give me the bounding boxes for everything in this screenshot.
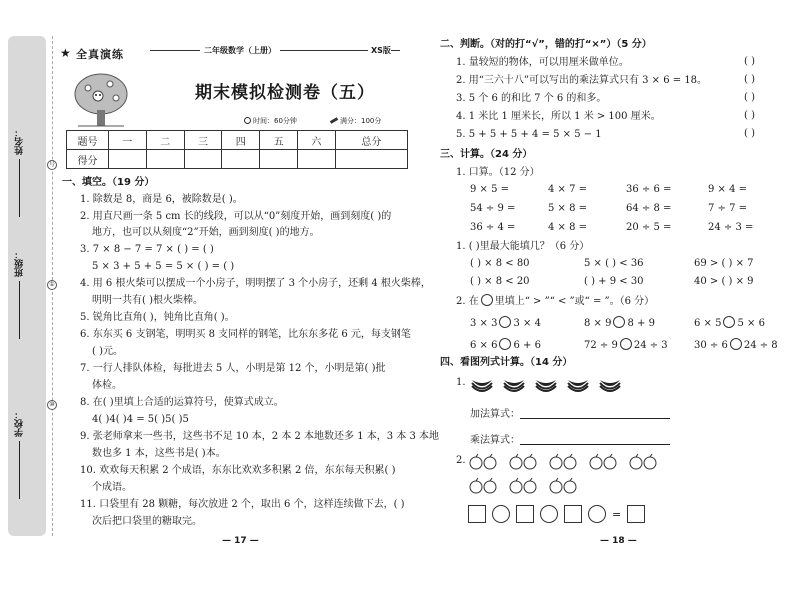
question-line: 8. 在( )里填上合适的运算符号，使算式成立。 [80, 397, 284, 408]
clock-icon [244, 117, 251, 124]
oral-item: 4 × 7 = [548, 184, 588, 195]
compare-right: 8 + 9 [627, 318, 655, 329]
answer-line[interactable] [520, 409, 670, 419]
star-icon: ★ [60, 46, 71, 60]
class-label: 班级： [14, 250, 25, 277]
oral-item: 9 × 5 = [470, 184, 510, 195]
score-cell[interactable] [109, 150, 147, 169]
oral-item: 54 ÷ 9 = [470, 203, 516, 214]
compare-right: 6 + 6 [513, 340, 541, 351]
judge-item: 3. 5 个 6 的和比 7 个 6 的和多。 [456, 93, 607, 104]
question-line: 3. 7 × 8 − 7 = 7 × ( ) = ( ) [80, 244, 214, 255]
tree-illustration-icon [72, 72, 130, 128]
score-cell[interactable] [222, 150, 260, 169]
compare-title-b: 里填上“ > ”“ < ”或“ = ”。（6 分） [494, 296, 655, 307]
compare-item [470, 316, 541, 329]
compare-right: 3 × 4 [513, 318, 541, 329]
bind-mark-1: 号 [48, 161, 55, 168]
question-line: ( )元。 [92, 346, 123, 357]
question-line: 5. 锐角比直角( )，钝角比直角( )。 [80, 312, 235, 323]
question-line: 数也多 1 本，这些书是( )本。 [92, 448, 226, 459]
banana-icon [566, 374, 590, 392]
apple-icon [468, 453, 498, 471]
question-line: 明明一共有( )根火柴棒。 [92, 295, 203, 306]
edition-label: XS版 [368, 45, 391, 56]
answer-paren[interactable]: ( ) [744, 74, 755, 85]
apple-icon [508, 453, 538, 471]
brand-text: 全真演练 [76, 48, 124, 61]
compare-right: 24 ÷ 3 [633, 340, 668, 351]
banana-row [470, 374, 622, 392]
judge-item: 5. 5 + 5 + 5 + 4 = 5 × 5 − 1 [456, 129, 602, 140]
add-formula-field[interactable] [470, 408, 670, 421]
table-cell: 得分 [67, 150, 109, 169]
circle-icon [481, 294, 493, 306]
score-info [330, 116, 381, 126]
compare-circle[interactable] [499, 338, 511, 350]
oral-item: 20 ÷ 5 = [626, 222, 672, 233]
section-3-title: 三、计算。（24 分） [440, 149, 533, 160]
oral-item: 36 ÷ 6 = [626, 184, 672, 195]
compare-title [456, 294, 654, 308]
compare-left: 30 ÷ 6 [694, 340, 728, 351]
compare-left: 3 × 3 [470, 318, 498, 329]
table-cell: 四 [222, 131, 260, 150]
oral-item: 64 ÷ 8 = [626, 203, 672, 214]
apple-icon [628, 453, 658, 471]
section-1-title: 一、填空。（19 分） [62, 177, 155, 188]
answer-paren[interactable]: ( ) [744, 56, 755, 67]
compare-circle[interactable] [730, 338, 742, 350]
question-line: 个成语。 [92, 482, 132, 493]
question-line: 地方，也可以从刻度“2”开始，画到刻度( )的地方。 [92, 227, 320, 238]
class-line [19, 281, 20, 339]
formula-boxes [468, 505, 645, 523]
question-line: 6. 东东买 6 支钢笔，明明买 8 支同样的钢笔，比东东多花 6 元，每支钢笔 [80, 329, 411, 340]
question-line: 4. 用 6 根火柴可以摆成一个小房子，明明摆了 3 个小房子，还剩 4 根火柴棒， [80, 278, 431, 289]
max-fill-item: 40 > ( ) × 9 [694, 276, 754, 287]
school-label: 学校： [14, 410, 25, 437]
compare-item [694, 338, 778, 351]
oral-item: 5 × 8 = [548, 203, 588, 214]
banana-icon [470, 374, 494, 392]
question-line: 7. 一行人排队体检，每批进去 5 人，小明是第 12 个，小明是第( )批 [80, 363, 386, 374]
answer-box[interactable] [564, 505, 582, 523]
equals-sign: = [612, 507, 622, 521]
question-line: 4( )4( )4 = 5( )5( )5 [92, 414, 189, 425]
max-fill-item: 69 > ( ) × 7 [694, 258, 754, 269]
apple-icon [508, 477, 538, 495]
compare-circle[interactable] [499, 316, 511, 328]
oral-item: 9 × 4 = [708, 184, 748, 195]
table-row [67, 131, 408, 150]
answer-box[interactable] [468, 505, 486, 523]
table-row [67, 150, 408, 169]
table-cell: 总分 [335, 131, 407, 150]
compare-right: 24 ÷ 8 [743, 340, 778, 351]
score-table [66, 130, 408, 169]
name-field[interactable] [10, 128, 28, 217]
question-line: 体检。 [92, 380, 122, 391]
pen-icon [330, 117, 338, 124]
question-line: 次后把口袋里的糖取完。 [92, 516, 202, 527]
oral-item: 4 × 8 = [548, 222, 588, 233]
judge-item: 2. 用“三六十八”可以写出的乘法算式只有 3 × 6 = 18。 [456, 75, 708, 86]
question-line: 9. 张老师拿来一些书，这些书不足 10 本，2 本 2 本地数还多 1 本，3 本 3 本地 [80, 431, 440, 442]
grade-label: 二年级数学（上册） [200, 45, 280, 56]
section-4-title: 四、看图列式计算。（14 分） [440, 357, 573, 368]
banana-icon [502, 374, 526, 392]
name-label: 姓名： [14, 128, 25, 155]
operator-circle[interactable] [492, 505, 510, 523]
compare-left: 72 ÷ 9 [584, 340, 618, 351]
banana-icon [534, 374, 558, 392]
question-line: 5 × 3 + 5 + 5 = 5 × ( ) = ( ) [92, 261, 235, 272]
section-2-title: 二、判断。（对的打“√”，错的打“×”）（5 分） [440, 39, 652, 50]
apple-grid [468, 453, 658, 495]
bind-mark-2: ① [47, 280, 57, 290]
apple-icon [548, 453, 578, 471]
score-cell[interactable] [297, 150, 335, 169]
time-text: 时间：60分钟 [253, 117, 297, 125]
banana-icon [598, 374, 622, 392]
mul-formula-label: 乘法算式： [470, 435, 520, 446]
compare-item [584, 316, 655, 329]
table-cell: 三 [184, 131, 222, 150]
question-line: 1. 除数是 8，商是 6，被除数是( )。 [80, 194, 243, 205]
answer-paren[interactable]: ( ) [744, 128, 755, 139]
max-fill-item: ( ) × 8 < 80 [470, 258, 530, 269]
judge-item: 4. 1 米比 1 厘米长，所以 1 米 > 100 厘米。 [456, 111, 661, 122]
page-number-left: — 17 — [222, 536, 259, 546]
question-line: 2. 用直尺画一条 5 cm 长的线段，可以从“0”刻度开始，画到刻度( )的 [80, 211, 392, 222]
compare-left: 8 × 9 [584, 318, 612, 329]
max-fill-item: 5 × ( ) < 36 [584, 258, 644, 269]
school-line [19, 441, 20, 499]
brand-logo [58, 44, 158, 62]
compare-left: 6 × 5 [694, 318, 722, 329]
mul-formula-field[interactable] [470, 434, 670, 447]
table-cell: 题号 [67, 131, 109, 150]
school-field[interactable] [10, 410, 28, 499]
max-fill-item: ( ) + 9 < 30 [584, 276, 644, 287]
picture-q2-number: 2. [456, 455, 466, 466]
compare-item [584, 338, 668, 351]
compare-item [470, 338, 541, 351]
answer-box[interactable] [516, 505, 534, 523]
name-line [19, 159, 20, 217]
apple-icon [588, 453, 618, 471]
exam-title: 期末模拟检测卷（五） [195, 83, 375, 103]
oral-title: 1. 口算。（12 分） [456, 167, 540, 178]
answer-box[interactable] [627, 505, 645, 523]
compare-right: 5 × 6 [737, 318, 765, 329]
oral-item: 36 ÷ 4 = [470, 222, 516, 233]
compare-item [694, 316, 765, 329]
oral-item: 24 ÷ 3 = [708, 222, 754, 233]
apple-icon [548, 477, 578, 495]
time-info [244, 116, 297, 126]
table-cell: 二 [146, 131, 184, 150]
add-formula-label: 加法算式： [470, 409, 520, 420]
oral-item: 7 ÷ 7 = [708, 203, 748, 214]
bind-mark-3: ⑩ [47, 400, 57, 410]
page-number-right: — 18 — [600, 536, 637, 546]
score-cell[interactable] [146, 150, 184, 169]
answer-line[interactable] [520, 435, 670, 445]
max-fill-item: ( ) × 8 < 20 [470, 276, 530, 287]
score-cell[interactable] [260, 150, 298, 169]
question-line: 11. 口袋里有 28 颗糖，每次放进 2 个，取出 6 个，这样连续做下去，( ) [80, 499, 405, 510]
answer-paren[interactable]: ( ) [744, 92, 755, 103]
answer-paren[interactable]: ( ) [744, 110, 755, 121]
compare-circle[interactable] [620, 338, 632, 350]
score-text: 满分：100分 [340, 117, 382, 125]
score-cell[interactable] [184, 150, 222, 169]
table-cell: 五 [260, 131, 298, 150]
operator-circle[interactable] [540, 505, 558, 523]
score-cell[interactable] [335, 150, 407, 169]
picture-q1-number: 1. [456, 377, 466, 388]
operator-circle[interactable] [588, 505, 606, 523]
class-field[interactable] [10, 250, 28, 339]
table-cell: 六 [297, 131, 335, 150]
max-fill-title: 1. ( )里最大能填几？（6 分） [456, 241, 590, 252]
table-cell: 一 [109, 131, 147, 150]
judge-item: 1. 量较短的物体，可以用厘米做单位。 [456, 57, 629, 68]
question-line: 10. 欢欢每天积累 2 个成语，东东比欢欢多积累 2 倍，东东每天积累( ) [80, 465, 396, 476]
apple-icon [468, 477, 498, 495]
compare-circle[interactable] [723, 316, 735, 328]
compare-circle[interactable] [613, 316, 625, 328]
compare-title-a: 2. 在 [456, 296, 479, 307]
compare-left: 6 × 6 [470, 340, 498, 351]
